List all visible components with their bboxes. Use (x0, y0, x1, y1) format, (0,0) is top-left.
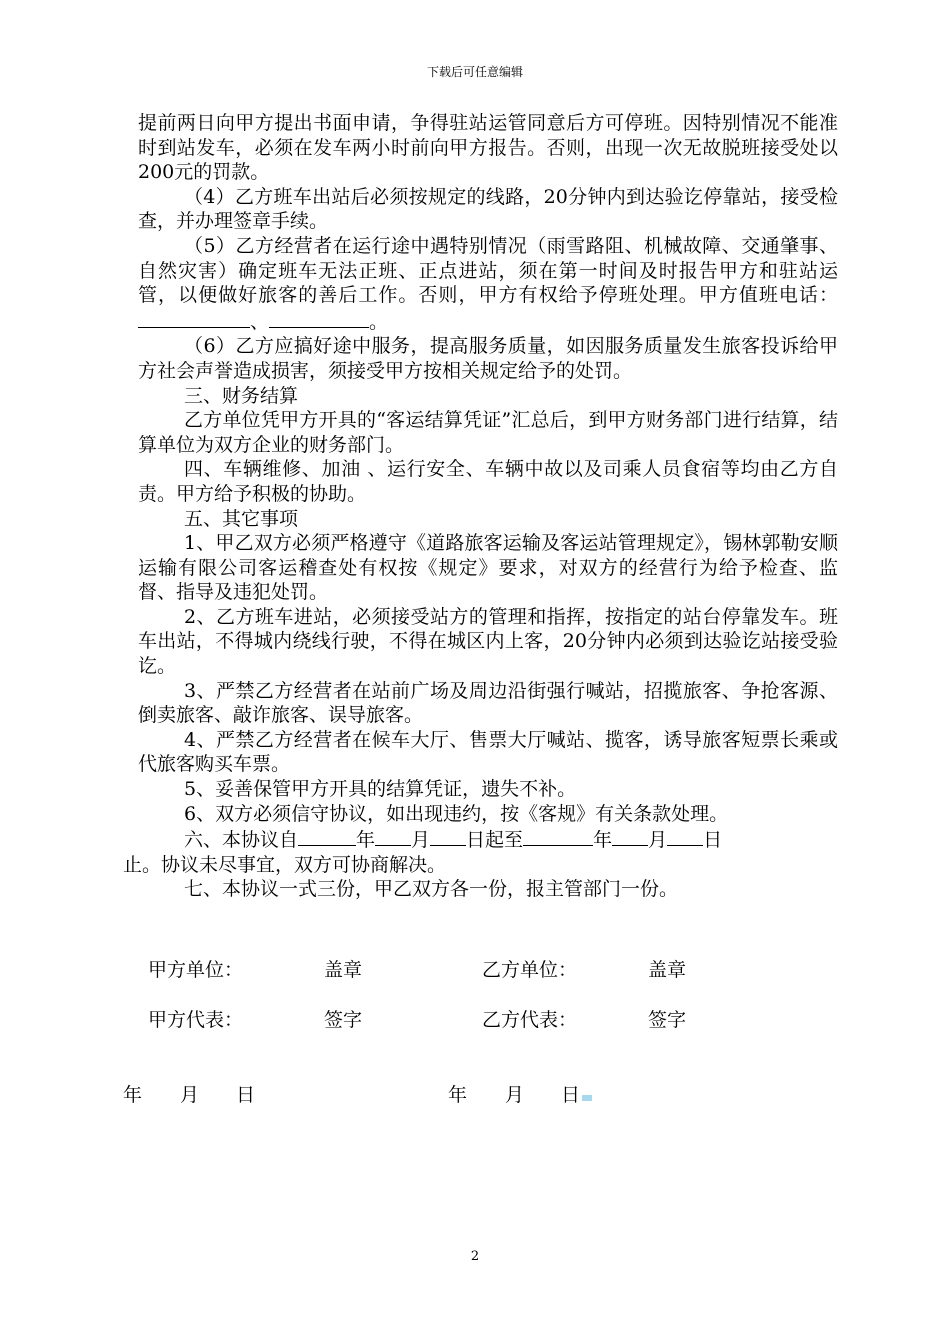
party-a-date-month: 月 (180, 1084, 200, 1106)
page-number: 2 (470, 1249, 480, 1264)
blank-end-day (667, 826, 703, 846)
party-a-rep-label: 甲方代表： (148, 1009, 244, 1031)
party-b-date-year: 年 (448, 1084, 468, 1106)
blank-start-day (430, 826, 466, 846)
blank-end-year (523, 826, 593, 846)
section-heading-maintenance: 四、车辆维修、加油 、运行安全、车辆中故以及司乘人员食宿等均由乙方自责。甲方给予积极的协助。 (138, 458, 838, 505)
party-a-sign-label: 签字 (324, 1009, 363, 1031)
paragraph-clause-4: （4）乙方班车出站后必须按规定的线路，20分钟内到达验讫停靠站，接受检查，并办理签章手续。 (138, 185, 838, 233)
paragraph-other-1: 1、甲乙双方必须严格遵守《道路旅客运输及客运站管理规定》，锡林郭勒安顺运输有限公司客运稽查处有权按《规定》要求，对双方的经营行为给予检查、监督、指导及违犯处罚。 (138, 532, 838, 604)
paragraph-clause-6: （6）乙方应搞好途中服务，提高服务质量，如因服务质量发生旅客投诉给甲方社会声誉造成损害，须接受甲方按相关规定给予的处罚。 (138, 335, 838, 382)
term-month-label-2: 月 (648, 829, 668, 852)
phone-blank-1 (138, 308, 250, 328)
paragraph-term-end: 止。协议未尽事宜，双方可协商解决。 (123, 853, 447, 876)
paragraph-other-6: 6、双方必须信守协议，如出现违约，按《客规》有关条款处理。 (184, 802, 729, 825)
section-heading-finance: 三、财务结算 (184, 384, 299, 407)
paragraph-other-4: 4、严禁乙方经营者在候车大厅、售票大厅喊站、揽客，诱导旅客短票长乘或代旅客购买车票。 (138, 728, 838, 776)
paragraph-other-2: 2、乙方班车进站，必须接受站方的管理和指挥，按指定的站台停靠发车。班车出站，不得城内绕线行驶，不得在城区内上客，20分钟内必须到达验讫站接受验讫。 (138, 605, 838, 678)
party-b-unit-label: 乙方单位： (482, 959, 578, 981)
page-header: 下载后可任意编辑 (426, 65, 523, 79)
phone-blank-2 (269, 308, 369, 328)
party-a-date-year: 年 (123, 1084, 143, 1106)
party-b-rep-label: 乙方代表： (482, 1009, 578, 1031)
blank-end-month (612, 826, 648, 846)
term-day-label-2: 日 (703, 829, 723, 852)
term-year-label-2: 年 (593, 829, 613, 852)
party-b-date-day: 日 (561, 1084, 581, 1106)
section-heading-copies: 七、本协议一式三份，甲乙双方各一份，报主管部门一份。 (184, 878, 679, 901)
paragraph-other-3: 3、严禁乙方经营者在站前广场及周边沿街强行喊站，招揽旅客、争抢客源、倒卖旅客、敲诈旅客、误导旅客。 (138, 679, 838, 727)
term-until-label: 日起至 (466, 829, 524, 852)
paragraph-finance: 乙方单位凭甲方开具的“客运结算凭证”汇总后，到甲方财务部门进行结算，结算单位为双方企业的财务部门。 (138, 409, 838, 456)
term-year-label: 年 (356, 829, 376, 852)
paragraph-mark (582, 1095, 592, 1101)
party-b-seal-label: 盖章 (648, 959, 687, 981)
paragraph-continuation: 提前两日向甲方提出书面申请，争得驻站运管同意后方可停班。因特别情况不能准时到站发车，必须在发车两小时前向甲方报告。否则，出现一次无故脱班接受处以200元的罚款。 (138, 112, 838, 184)
party-b-date-month: 月 (505, 1084, 525, 1106)
contract-body (123, 111, 838, 902)
paragraph-term (138, 826, 838, 853)
phone-separator: 、 (250, 310, 270, 333)
party-a-unit-label: 甲方单位： (148, 959, 244, 981)
paragraph-other-5: 5、妥善保管甲方开具的结算凭证，遗失不补。 (184, 778, 577, 801)
party-b-date-day-group (561, 1083, 592, 1107)
blank-start-year (298, 826, 356, 846)
party-a-seal-label: 盖章 (324, 959, 363, 981)
party-b-sign-label: 签字 (648, 1009, 687, 1031)
clause-5-text: （5）乙方经营者在运行途中遇特别情况（雨雪路阻、机械故障、交通肇事、自然灾害）确定班车无法正班、正点进站，须在第一时间及时报告甲方和驻站运管，以便做好旅客的善后工作。否则，甲方有权给予停班处理。甲方值班电话： (138, 234, 838, 307)
term-start-label: 六、本协议自 (184, 829, 299, 852)
party-a-date-day: 日 (236, 1084, 256, 1106)
paragraph-clause-5 (138, 234, 838, 334)
phone-end: 。 (369, 310, 389, 333)
section-heading-other: 五、其它事项 (184, 507, 299, 530)
blank-start-month (375, 826, 411, 846)
term-month-label: 月 (411, 829, 431, 852)
